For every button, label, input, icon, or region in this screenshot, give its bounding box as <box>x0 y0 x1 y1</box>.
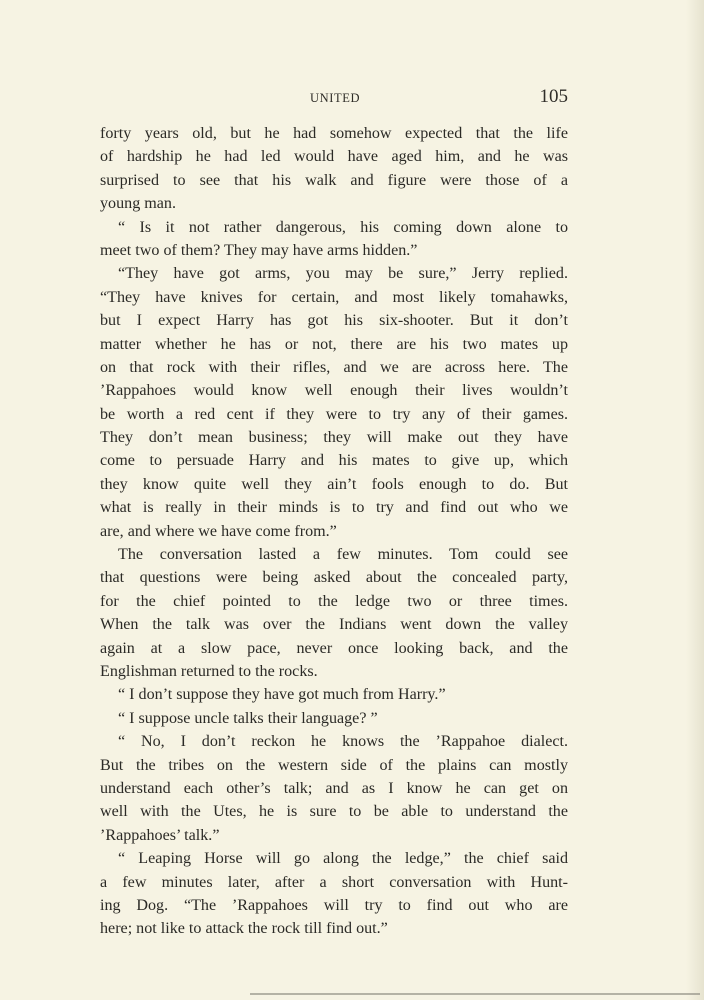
page-number: 105 <box>539 86 568 107</box>
running-head <box>100 86 570 112</box>
text-line: “They have knives for certain, and most likely tomahawks, <box>100 288 568 306</box>
text-line: a few minutes later, after a short conversation with Hunt- <box>100 873 568 891</box>
text-line: When the talk was over the Indians went down the valley <box>100 616 568 634</box>
text-line: surprised to see that his walk and figure were those of a <box>100 171 568 189</box>
text-line: ing Dog. “The ’Rappahoes will try to find out who are <box>100 896 568 914</box>
text-line: The conversation lasted a few minutes. Tom could see <box>118 546 568 564</box>
text-line: of hardship he had led would have aged him, and he was <box>100 148 568 166</box>
text-line: are, and where we have come from.” <box>100 522 337 540</box>
text-line: young man. <box>100 195 176 213</box>
text-line: but I expect Harry has got his six-shooter. But it don’t <box>100 312 568 330</box>
running-title: UNITED <box>310 91 361 105</box>
text-line: “ I don’t suppose they have got much from Harry.” <box>118 686 446 704</box>
text-line: here; not like to attack the rock till find out.” <box>100 920 388 938</box>
text-line: be worth a red cent if they were to try any of their games. <box>100 405 568 423</box>
text-line: Englishman returned to the rocks. <box>100 662 318 680</box>
bottom-edge-line <box>250 993 700 995</box>
text-line: well with the Utes, he is sure to be able to understand the <box>100 803 568 821</box>
text-line: forty years old, but he had somehow expected that the life <box>100 125 568 142</box>
text-line: “ I suppose uncle talks their language? ” <box>118 709 378 727</box>
text-line: “ Is it not rather dangerous, his coming down alone to <box>118 218 568 236</box>
text-line: on that rock with their rifles, and we are across here. The <box>100 358 568 376</box>
text-line: “ No, I don’t reckon he knows the ’Rappahoe dialect. <box>118 733 568 751</box>
text-line: But the tribes on the western side of the plains can mostly <box>100 756 568 774</box>
text-line: that questions were being asked about the concealed party, <box>100 569 568 587</box>
text-line: for the chief pointed to the ledge two or three times. <box>100 592 568 610</box>
text-line: “They have got arms, you may be sure,” Jerry replied. <box>118 265 568 283</box>
text-line: They don’t mean business; they will make out they have <box>100 429 568 447</box>
text-line: ’Rappahoes’ talk.” <box>100 826 220 844</box>
text-line: come to persuade Harry and his mates to give up, which <box>100 452 568 470</box>
text-line: matter whether he has or not, there are his two mates up <box>100 335 568 353</box>
text-line: understand each other’s talk; and as I know he can get on <box>100 779 568 797</box>
text-line: meet two of them? They may have arms hidden.” <box>100 241 418 259</box>
text-line: again at a slow pace, never once looking back, and the <box>100 639 568 657</box>
text-line: “ Leaping Horse will go along the ledge,” the chief said <box>118 850 568 868</box>
text-line: ’Rappahoes would know well enough their lives wouldn’t <box>100 382 568 400</box>
body-text <box>100 122 568 941</box>
text-line: what is really in their minds is to try and find out who we <box>100 499 568 517</box>
text-line: they know quite well they ain’t fools enough to do. But <box>100 475 568 493</box>
page-edge-shadow <box>686 0 704 1000</box>
